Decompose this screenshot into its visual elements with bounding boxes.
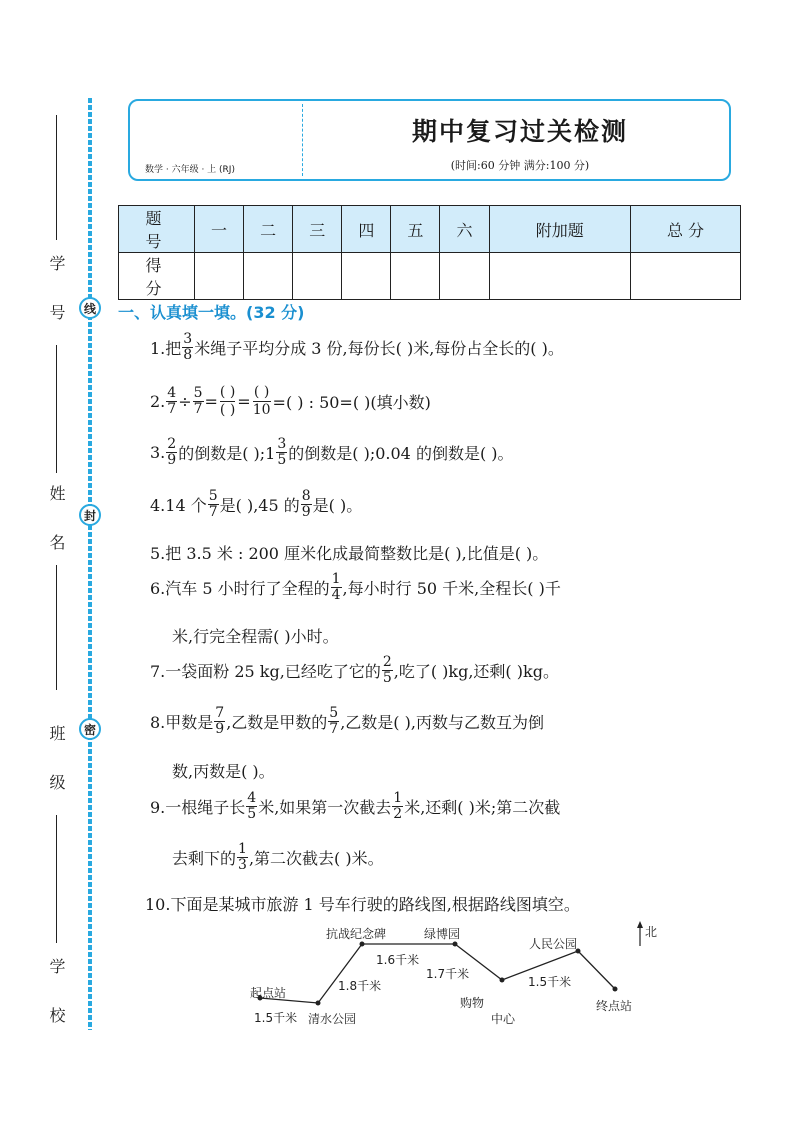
score-label: 得 分	[119, 253, 195, 300]
question-1	[150, 332, 564, 362]
q9-text-a: 9.一根绳子长	[150, 797, 246, 817]
q2-text-a: 2.	[150, 391, 166, 411]
class-line[interactable]	[56, 565, 57, 690]
column-header: 四	[342, 206, 391, 253]
q10-text: 10.下面是某城市旅游 1 号车行驶的路线图,根据路线图填空。	[145, 895, 580, 914]
q8-text-a: 8.甲数是	[150, 712, 214, 732]
q1-den: 8	[183, 346, 193, 363]
exam-info: (时间:60 分钟 满分:100 分)	[450, 159, 590, 172]
q2-b-num: ( )	[219, 384, 236, 400]
q7-den: 5	[382, 669, 392, 686]
q5-text: 5.把 3.5 米 : 200 厘米化成最简整数比是( ),比值是( )。	[150, 544, 549, 563]
score-cell[interactable]	[293, 253, 342, 300]
distance-label: 1.7千米	[426, 967, 470, 981]
stop-terminal: 终点站	[596, 999, 633, 1013]
binding-badge-secret: 密	[79, 718, 101, 740]
q6-text-c: 米,行完全程需( )小时。	[172, 627, 339, 646]
name-label: 姓 名	[47, 485, 66, 565]
q6-text-b: ,每小时行 50 千米,全程长( )千	[342, 578, 561, 598]
stop-dot	[453, 942, 458, 947]
distance-label: 1.8千米	[338, 979, 382, 993]
q2-op: ÷	[178, 391, 192, 411]
column-header: 一	[195, 206, 244, 253]
stop-dot	[360, 942, 365, 947]
q4-text-b: 是( ),45 的	[219, 495, 300, 515]
stop-shopping: 购物	[460, 996, 485, 1010]
distance-label: 1.6千米	[376, 953, 420, 967]
score-table	[118, 205, 741, 300]
q9-f2-den: 2	[393, 805, 403, 822]
q8-fraction-1	[214, 706, 225, 736]
stop-center: 中心	[491, 1012, 516, 1026]
column-header: 总 分	[631, 206, 741, 253]
score-cell[interactable]	[342, 253, 391, 300]
q8-text-b: ,乙数是甲数的	[226, 712, 328, 732]
subject-label: 数学 · 六年级 · 上 (RJ)	[145, 165, 235, 175]
q2-c-num: ( )	[253, 384, 270, 400]
q9-text-e: ,第二次截去( )米。	[248, 848, 384, 868]
q2-eq1: =	[204, 391, 218, 411]
stop-peoples-park: 人民公园	[529, 937, 578, 951]
north-label: 北	[645, 925, 658, 939]
q4-f1-den: 7	[208, 503, 218, 520]
q4-f2-den: 9	[301, 503, 311, 520]
q8-f2-num: 5	[329, 705, 339, 721]
school-label: 学 校	[47, 958, 66, 1038]
q2-blank-fraction-2[interactable]	[253, 384, 271, 419]
q2-b-den: ( )	[219, 401, 236, 418]
q2-c-den: 10	[252, 401, 271, 418]
stop-dot	[500, 978, 505, 983]
question-8-line-2	[172, 759, 275, 782]
q1-text-a: 1.把	[150, 338, 182, 358]
q2-f1-num: 4	[167, 385, 177, 402]
q6-text-a: 6.汽车 5 小时行了全程的	[150, 578, 330, 598]
q2-blank-fraction-1[interactable]	[220, 384, 235, 419]
q3-text-c: 的倒数是( );0.04 的倒数是( )。	[288, 443, 514, 463]
q8-fraction-2	[328, 706, 339, 736]
q4-fraction-2	[301, 489, 312, 519]
stop-memorial: 抗战纪念碑	[326, 927, 387, 941]
stop-expo-garden: 绿博园	[424, 927, 461, 941]
q4-f2-num: 8	[301, 488, 311, 504]
q3-f2-num: 3	[277, 436, 287, 452]
q2-f2-num: 5	[193, 385, 203, 402]
binding-badge-seal: 封	[79, 504, 101, 526]
student-id-line[interactable]	[56, 115, 57, 240]
q7-text-a: 7.一袋面粉 25 kg,已经吃了它的	[150, 661, 381, 681]
q2-eq2: =	[237, 391, 251, 411]
q3-f1-num: 2	[167, 436, 177, 452]
page-title: 期中复习过关检测	[411, 117, 628, 146]
question-9-line-2	[172, 842, 384, 872]
stop-start: 起点站	[250, 986, 287, 1000]
q9-text-d: 去剩下的	[172, 848, 237, 868]
q3-fraction-1	[166, 437, 177, 467]
q8-f1-num: 7	[215, 705, 225, 721]
score-cell[interactable]	[244, 253, 293, 300]
north-arrow-head-icon	[637, 921, 643, 928]
question-6	[150, 572, 561, 602]
question-number-label: 题 号	[119, 206, 195, 253]
question-3	[150, 437, 514, 467]
q9-fraction-2	[392, 791, 403, 821]
q9-f1-num: 4	[247, 790, 257, 806]
binding-badge-line: 线	[79, 297, 101, 319]
q8-text-d: 数,丙数是( )。	[172, 762, 275, 781]
q2-fraction-2	[193, 386, 204, 416]
q9-f3-num: 1	[238, 841, 247, 857]
score-cell[interactable]	[391, 253, 440, 300]
q3-f1-den: 9	[167, 451, 177, 468]
question-7	[150, 655, 559, 685]
q7-text-b: ,吃了( )kg,还剩( )kg。	[393, 661, 559, 681]
stop-dot	[316, 1001, 321, 1006]
q6-fraction	[331, 572, 342, 602]
q4-fraction-1	[208, 489, 219, 519]
q8-text-c: ,乙数是( ),丙数与乙数互为倒	[340, 712, 544, 732]
question-10	[145, 892, 580, 915]
score-cell[interactable]	[489, 253, 630, 300]
q2-fraction-1	[166, 386, 177, 416]
q9-fraction-1	[246, 791, 257, 821]
header-divider	[302, 104, 303, 176]
question-2	[150, 384, 431, 419]
q3-f2-den: 5	[277, 451, 287, 468]
stop-dot	[613, 987, 618, 992]
q1-fraction	[182, 332, 193, 362]
column-header: 五	[391, 206, 440, 253]
question-6-line-2	[172, 624, 339, 647]
distance-label: 1.5千米	[528, 975, 572, 989]
column-header: 附加题	[489, 206, 630, 253]
column-header: 六	[440, 206, 489, 253]
q9-text-b: 米,如果第一次截去	[258, 797, 392, 817]
question-9	[150, 791, 560, 821]
q4-text-a: 4.14 个	[150, 495, 207, 515]
stop-qingshui-park: 清水公园	[308, 1012, 357, 1026]
q9-fraction-3	[237, 842, 248, 872]
q2-text-c: =( ) : 50=( )(填小数)	[272, 392, 431, 412]
class-label: 班 级	[47, 725, 66, 805]
q8-f2-den: 7	[329, 720, 339, 737]
route-map	[240, 918, 700, 1038]
q9-f1-den: 5	[247, 805, 257, 822]
score-cell[interactable]	[631, 253, 741, 300]
q1-text-b: 米绳子平均分成 3 份,每份长( )米,每份占全长的( )。	[194, 338, 564, 358]
q7-fraction	[382, 655, 393, 685]
q7-num: 2	[382, 654, 392, 670]
question-5	[150, 541, 548, 564]
q3-text-a: 3.	[150, 442, 166, 462]
q3-text-b: 的倒数是( );1	[178, 443, 276, 463]
q8-f1-den: 9	[215, 720, 225, 737]
score-cell[interactable]	[195, 253, 244, 300]
q6-num: 1	[331, 571, 341, 587]
q1-num: 3	[183, 331, 193, 347]
q2-f2-den: 7	[193, 400, 203, 417]
section-title: 一、认真填一填。(32 分)	[118, 303, 305, 322]
distance-label: 1.5千米	[254, 1011, 298, 1025]
binding-line	[88, 98, 92, 1030]
q9-f2-num: 1	[393, 790, 403, 806]
q9-text-c: 米,还剩( )米;第二次截	[404, 797, 561, 817]
q4-f1-num: 5	[208, 488, 218, 504]
score-table-header-row	[119, 206, 741, 253]
column-header: 三	[293, 206, 342, 253]
score-cell[interactable]	[440, 253, 489, 300]
school-line[interactable]	[56, 815, 57, 943]
q4-text-c: 是( )。	[312, 495, 363, 515]
score-table-score-row	[119, 253, 741, 300]
q3-fraction-2	[276, 437, 287, 467]
q2-f1-den: 7	[167, 400, 177, 417]
question-8	[150, 706, 544, 736]
column-header: 二	[244, 206, 293, 253]
student-id-label: 学 号	[47, 255, 66, 335]
question-4	[150, 489, 362, 519]
q9-f3-den: 3	[238, 856, 247, 873]
name-line[interactable]	[56, 345, 57, 473]
q6-den: 4	[331, 586, 341, 603]
